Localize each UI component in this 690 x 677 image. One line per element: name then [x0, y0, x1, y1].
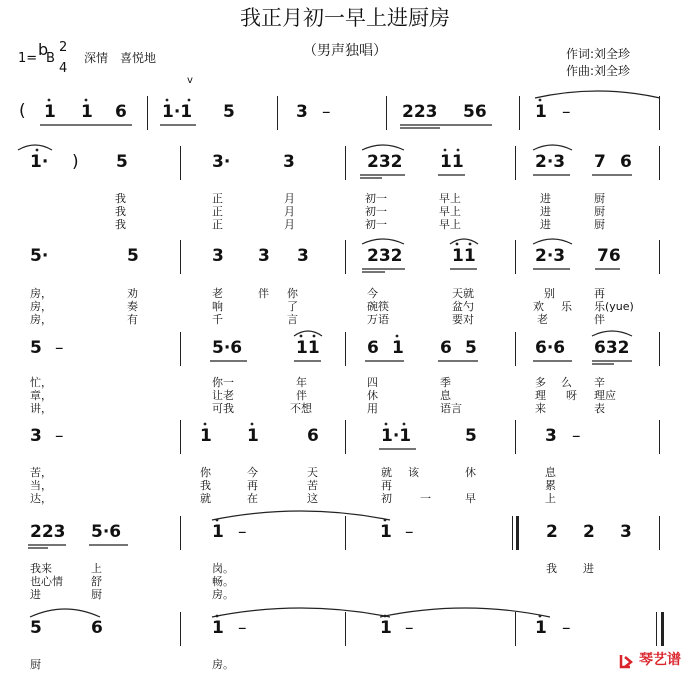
barline	[147, 96, 148, 130]
high-octave-dot	[251, 423, 254, 426]
dash: –	[238, 618, 247, 638]
lyric: 我来	[30, 562, 52, 575]
lyric: 息	[440, 389, 451, 402]
note: 5	[116, 152, 128, 172]
repeat-barline-thin	[512, 516, 513, 550]
lyric: 初一	[365, 205, 387, 218]
dash: –	[322, 102, 331, 122]
note: 6	[367, 338, 379, 358]
lyric: 房，	[30, 287, 52, 300]
lyric: 章，	[30, 389, 52, 402]
note: 232	[367, 152, 403, 172]
lyric: 劝	[127, 287, 138, 300]
note: 3	[545, 426, 557, 446]
lyric: 奏	[127, 300, 138, 313]
high-octave-dot	[313, 335, 316, 338]
note: 3	[297, 246, 309, 266]
note: 1	[380, 522, 392, 542]
lyric: 言	[287, 313, 298, 326]
tie-slur	[362, 145, 404, 150]
lyric: 正	[212, 205, 223, 218]
lyric: 进	[583, 562, 594, 575]
note: 2·3	[535, 246, 566, 266]
lyric: 房。	[212, 658, 234, 671]
time-signature-bottom: 4	[59, 61, 68, 76]
lyric: 我	[200, 479, 211, 492]
lyric: 月	[284, 192, 295, 205]
lyric: 多	[535, 376, 546, 389]
lyric: 你	[200, 466, 211, 479]
lyric: 房。	[212, 588, 234, 601]
tie-slur	[592, 331, 632, 336]
lyric: 进	[30, 588, 41, 601]
lyric: 伴	[594, 313, 605, 326]
note: 1	[212, 522, 224, 542]
lyric: 欢	[533, 300, 544, 313]
note: 6	[440, 338, 452, 358]
note: 1	[200, 426, 212, 446]
note: 3	[620, 522, 632, 542]
high-octave-dot	[456, 243, 459, 246]
tie-slur	[362, 239, 404, 244]
note: 632	[594, 338, 630, 358]
barline	[659, 420, 660, 454]
lyric: 万语	[367, 313, 389, 326]
lyric: 早上	[439, 192, 461, 205]
lyric: 你	[287, 287, 298, 300]
high-octave-dot	[188, 99, 191, 102]
note: 11	[440, 152, 464, 172]
barline	[345, 420, 346, 454]
lyric: 来	[535, 402, 546, 415]
high-octave-dot	[384, 615, 387, 618]
barline	[519, 96, 520, 130]
high-octave-dot	[204, 423, 207, 426]
high-octave-dot	[216, 615, 219, 618]
barline	[386, 96, 387, 130]
note: 232	[367, 246, 403, 266]
barline	[180, 332, 181, 366]
tie-slur	[380, 608, 550, 617]
lyric: 累	[545, 479, 556, 492]
note: 6	[307, 426, 319, 446]
note: 3	[258, 246, 270, 266]
dash: –	[562, 618, 571, 638]
lyric: 四	[367, 376, 378, 389]
lyric: 辛	[594, 376, 605, 389]
lyric: 厨	[594, 218, 605, 231]
lyric: 乐(yue)	[594, 300, 634, 313]
barline	[659, 96, 660, 130]
lyric: 休	[367, 389, 378, 402]
dash: –	[55, 426, 64, 446]
tie-slur	[533, 145, 572, 150]
high-octave-dot	[403, 423, 406, 426]
final-barline-thin	[656, 612, 657, 646]
note: 1	[535, 102, 547, 122]
tie-slur	[450, 239, 478, 244]
song-title: 我正月初一早上进厨房	[240, 6, 450, 30]
key-label: 1=	[18, 51, 38, 66]
note: 3	[283, 152, 295, 172]
barline	[515, 332, 516, 366]
lyric: 再	[247, 479, 258, 492]
note: 223	[402, 102, 438, 122]
watermark-logo	[618, 651, 686, 671]
note: 5·	[30, 246, 49, 266]
high-octave-dot	[539, 615, 542, 618]
high-octave-dot	[48, 99, 51, 102]
lyric: 老	[537, 313, 548, 326]
lyric: 盆勺	[452, 300, 474, 313]
lyric: 呀	[566, 389, 577, 402]
lyric: 伴	[258, 287, 269, 300]
lyric: 可我	[212, 402, 234, 415]
lyric: 房，	[30, 313, 52, 326]
final-barline-thick	[661, 612, 664, 646]
dash: –	[238, 522, 247, 542]
high-octave-dot	[85, 99, 88, 102]
barline	[659, 240, 660, 274]
barline	[515, 420, 516, 454]
lyric: 让老	[212, 389, 234, 402]
lyric: 这	[307, 492, 318, 505]
lyric: 厨	[594, 192, 605, 205]
lyric: 响	[212, 300, 223, 313]
tie-slur	[18, 145, 52, 150]
lyric: 息	[545, 466, 556, 479]
key-note: B	[46, 51, 55, 66]
note: 1	[44, 102, 56, 122]
note: 1·	[30, 152, 49, 172]
note: 223	[30, 522, 66, 542]
lyric: 上	[545, 492, 556, 505]
lyric: 千	[212, 313, 223, 326]
lyric: 理	[535, 389, 546, 402]
note: 5	[465, 338, 477, 358]
paren-open: (	[19, 101, 26, 121]
barline	[180, 516, 181, 550]
barline	[345, 516, 346, 550]
lyric: 房，	[30, 300, 52, 313]
note: 3·	[212, 152, 231, 172]
lyric: 么	[561, 376, 572, 389]
tie-slur	[212, 608, 390, 617]
note: 5	[223, 102, 235, 122]
high-octave-dot	[36, 149, 39, 152]
note: 2	[583, 522, 595, 542]
note: 3	[30, 426, 42, 446]
lyric: 正	[212, 192, 223, 205]
lyric: 季	[440, 376, 451, 389]
lyric: 别	[544, 287, 555, 300]
high-octave-dot	[444, 149, 447, 152]
lyric: 就	[381, 466, 392, 479]
flat-sign: b	[38, 40, 49, 59]
note: 1·1	[381, 426, 412, 446]
note: 6	[620, 152, 632, 172]
barline	[659, 332, 660, 366]
dash: –	[55, 338, 64, 358]
tempo-marking: 深情 喜悦地	[84, 51, 157, 65]
lyric: 初	[381, 492, 392, 505]
high-octave-dot	[457, 149, 460, 152]
barline	[345, 332, 346, 366]
note: 56	[463, 102, 487, 122]
paren-close: )	[72, 152, 79, 172]
tie-slur	[294, 331, 322, 336]
lyric: 今	[247, 466, 258, 479]
dash: –	[405, 618, 414, 638]
barline	[515, 146, 516, 180]
lyric: 厨	[91, 588, 102, 601]
note: 6·6	[535, 338, 566, 358]
lyric: 达，	[30, 492, 52, 505]
lyric: 今	[367, 287, 378, 300]
tie-slur	[30, 609, 100, 617]
breath-mark: v	[187, 75, 193, 86]
barline	[659, 516, 660, 550]
lyric: 忙，	[30, 376, 52, 389]
note: 1	[535, 618, 547, 638]
lyric: 休	[465, 466, 476, 479]
lyric: 用	[367, 402, 378, 415]
lyric: 我	[115, 205, 126, 218]
lyric: 年	[296, 376, 307, 389]
lyric: 进	[540, 218, 551, 231]
note: 6	[91, 618, 103, 638]
lyric: 要对	[452, 313, 474, 326]
lyricist-credit: 作词:刘全珍	[566, 47, 631, 61]
lyric: 也心情	[30, 575, 63, 588]
note: 11	[452, 246, 476, 266]
barline	[180, 146, 181, 180]
lyric: 舒	[91, 575, 102, 588]
logo-icon	[618, 651, 638, 671]
lyric: 再	[594, 287, 605, 300]
note: 1	[380, 618, 392, 638]
lyric: 月	[284, 218, 295, 231]
high-octave-dot	[539, 99, 542, 102]
barline	[515, 240, 516, 274]
note: 3	[296, 102, 308, 122]
note: 5	[30, 618, 42, 638]
lyric: 理应	[594, 389, 616, 402]
dash: –	[572, 426, 581, 446]
lyric: 再	[381, 479, 392, 492]
lyric: 碗筷	[367, 300, 389, 313]
lyric: 当，	[30, 479, 52, 492]
dash: –	[562, 102, 571, 122]
lyric: 月	[284, 205, 295, 218]
time-signature-top: 2	[59, 40, 68, 55]
lyric: 厨	[30, 658, 41, 671]
note: 2	[546, 522, 558, 542]
barline	[345, 146, 346, 180]
lyric: 就	[200, 492, 211, 505]
lyric: 你一	[212, 376, 234, 389]
note: 5·6	[91, 522, 122, 542]
watermark-text: 琴艺谱	[639, 652, 681, 668]
song-subtitle: （男声独唱）	[303, 43, 387, 59]
lyric: 我	[115, 192, 126, 205]
lyric: 畅。	[212, 575, 234, 588]
lyric: 初一	[365, 218, 387, 231]
high-octave-dot	[166, 99, 169, 102]
lyric: 天	[307, 466, 318, 479]
lyric: 苦，	[30, 466, 52, 479]
note: 7	[594, 152, 606, 172]
repeat-barline-thick	[516, 516, 519, 550]
barline	[180, 240, 181, 274]
lyric: 老	[212, 287, 223, 300]
note: 1	[81, 102, 93, 122]
tie-slur	[533, 239, 572, 244]
lyric: 有	[127, 313, 138, 326]
note: 1	[392, 338, 404, 358]
note: 76	[597, 246, 621, 266]
lyric: 厨	[594, 205, 605, 218]
lyric: 早上	[439, 218, 461, 231]
lyric: 语言	[440, 402, 462, 415]
lyric: 上	[91, 562, 102, 575]
dash: –	[405, 522, 414, 542]
note: 1·1	[162, 102, 193, 122]
lyric: 早	[465, 492, 476, 505]
lyric: 初一	[365, 192, 387, 205]
lyric: 一	[420, 492, 431, 505]
note: 3	[212, 246, 224, 266]
composer-credit: 作曲:刘全珍	[566, 64, 631, 78]
note: 11	[296, 338, 320, 358]
high-octave-dot	[385, 423, 388, 426]
lyric: 岗。	[212, 562, 234, 575]
lyric: 进	[540, 192, 551, 205]
lyric: 伴	[296, 389, 307, 402]
barline	[180, 420, 181, 454]
barline	[515, 612, 516, 646]
lyric: 我	[115, 218, 126, 231]
note: 1	[212, 618, 224, 638]
note: 2·3	[535, 152, 566, 172]
barline	[180, 612, 181, 646]
lyric: 表	[594, 402, 605, 415]
note: 1	[247, 426, 259, 446]
barline	[277, 96, 278, 130]
note: 5	[30, 338, 42, 358]
note: 5·6	[212, 338, 243, 358]
lyric: 了	[287, 300, 298, 313]
lyric: 我	[546, 562, 557, 575]
lyric: 乐	[561, 300, 572, 313]
lyric: 该	[408, 466, 419, 479]
lyric: 天就	[452, 287, 474, 300]
note: 5	[465, 426, 477, 446]
lyric: 不想	[290, 402, 312, 415]
lyric: 讲，	[30, 402, 52, 415]
high-octave-dot	[300, 335, 303, 338]
lyric: 在	[247, 492, 258, 505]
high-octave-dot	[469, 243, 472, 246]
barline	[345, 612, 346, 646]
note: 6	[115, 102, 127, 122]
lyric: 正	[212, 218, 223, 231]
high-octave-dot	[396, 335, 399, 338]
tie-slur	[212, 511, 390, 520]
lyric: 苦	[307, 479, 318, 492]
note: 5	[127, 246, 139, 266]
lyric: 早上	[439, 205, 461, 218]
barline	[659, 146, 660, 180]
barline	[345, 240, 346, 274]
tie-slur	[535, 91, 660, 98]
lyric: 进	[540, 205, 551, 218]
